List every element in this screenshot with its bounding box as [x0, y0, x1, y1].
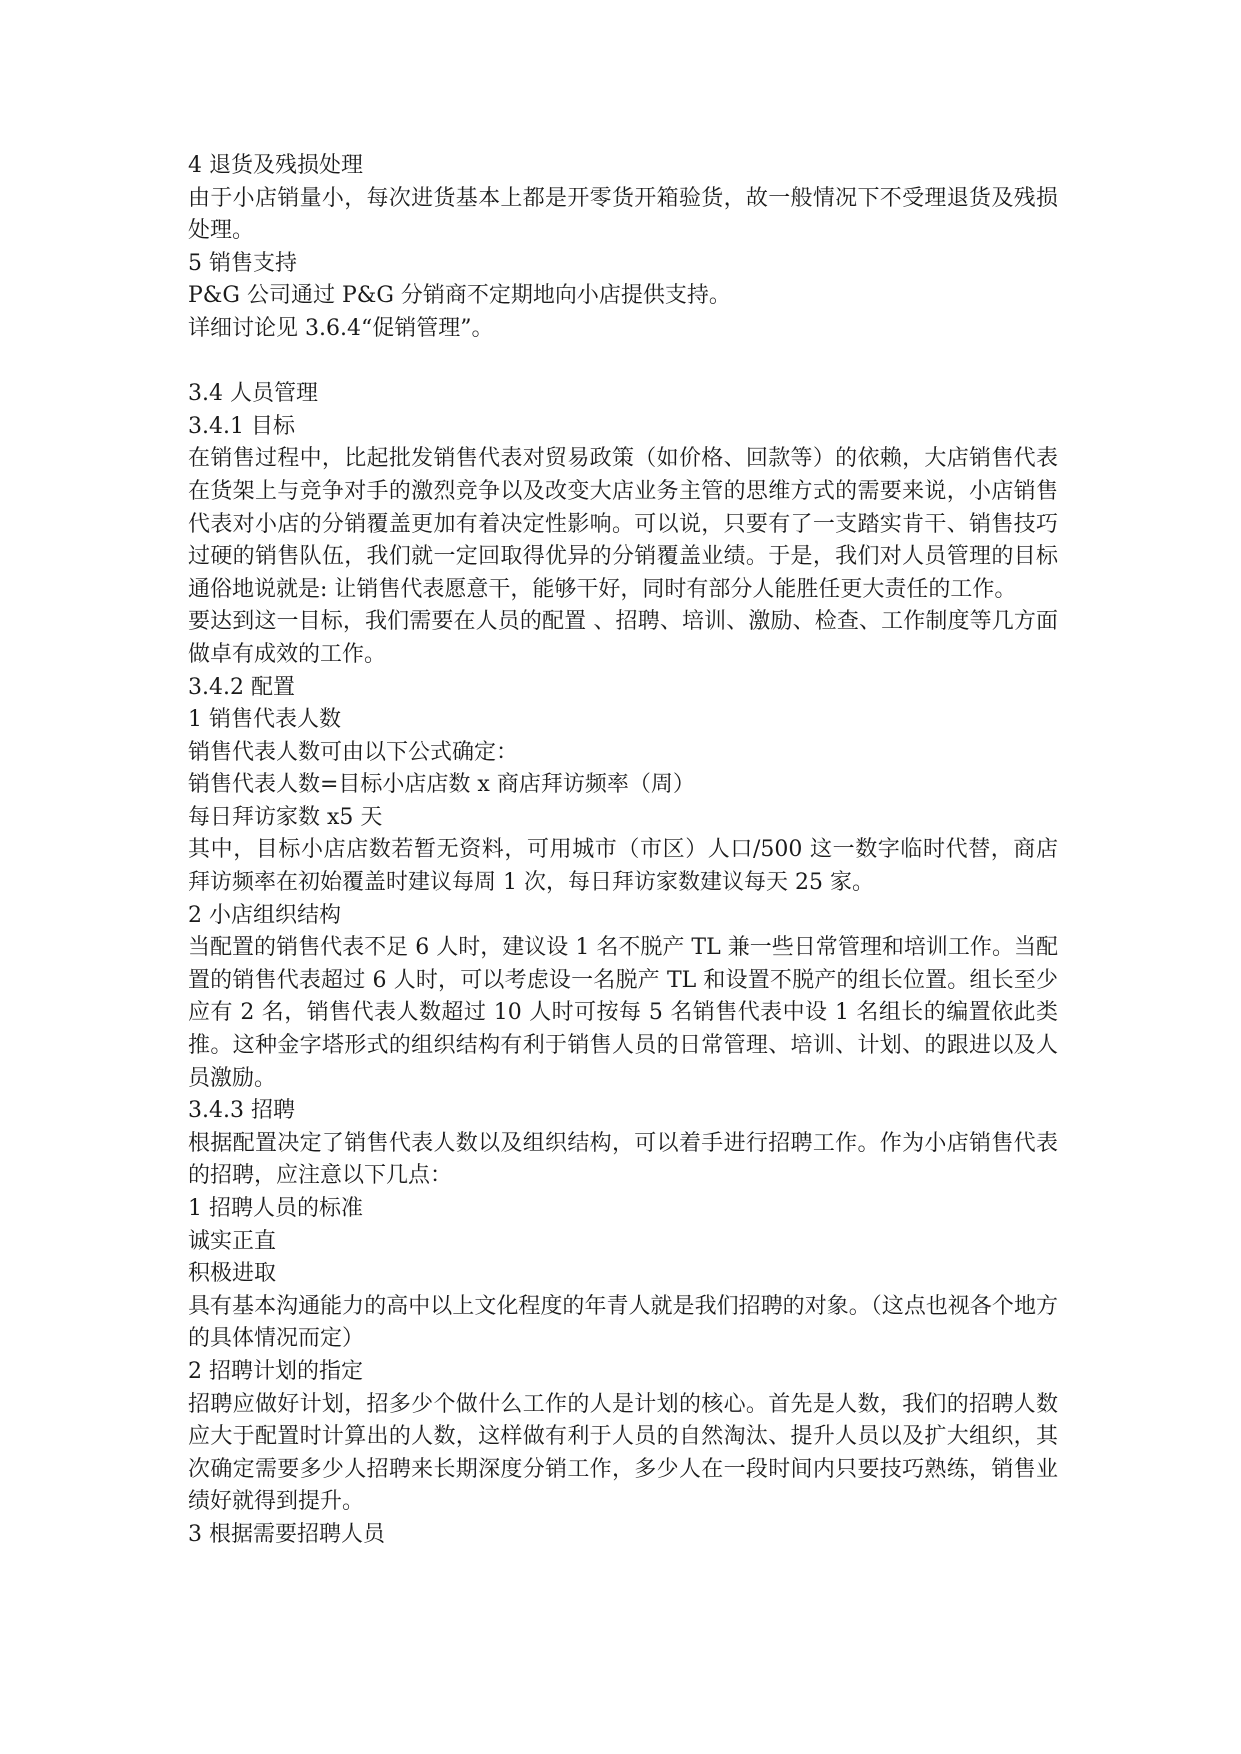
section-heading: 3 根据需要招聘人员 [188, 1521, 385, 1547]
subsection-heading: 3.4.3 招聘 [188, 1098, 295, 1124]
paragraph: 根据配置决定了销售代表人数以及组织结构，可以着手进行招聘工作。作为小店销售代表的招聘，应注意以下几点： [188, 1130, 1058, 1189]
paragraph: 具有基本沟通能力的高中以上文化程度的年青人就是我们招聘的对象。（这点也视各个地方的具体情况而定） [188, 1293, 1058, 1352]
subsection-heading: 3.4.2 配置 [188, 674, 295, 700]
section-heading: 1 销售代表人数 [188, 707, 341, 733]
list-item: 诚实正直 [188, 1228, 277, 1254]
document-page [188, 150, 1058, 1552]
blank-line [188, 346, 1058, 379]
section-heading: 5 销售支持 [188, 250, 297, 276]
formula-line: 销售代表人数=目标小店店数 x 商店拜访频率（周） [188, 772, 695, 798]
subsection-heading: 3.4.1 目标 [188, 413, 295, 439]
formula-line: 每日拜访家数 x5 天 [188, 804, 383, 830]
section-heading: 2 小店组织结构 [188, 902, 341, 928]
section-heading: 1 招聘人员的标准 [188, 1196, 363, 1221]
text-line: 销售代表人数可由以下公式确定： [188, 739, 519, 765]
text-line: P&G 公司通过 P&G 分销商不定期地向小店提供支持。 [188, 283, 731, 309]
text-line: 详细讨论见 3.6.4“促销管理”。 [188, 315, 494, 341]
list-item: 积极进取 [188, 1261, 277, 1287]
section-heading: 2 招聘计划的指定 [188, 1358, 363, 1384]
paragraph: 在销售过程中，比起批发销售代表对贸易政策（如价格、回款等）的依赖，大店销售代表在货架上与竞争对手的激烈竞争以及改变大店业务主管的思维方式的需要来说，小店销售代表对小店的分销覆盖更加有着决定性影响。可以说，只要有了一支踏实肯干、销售技巧过硬的销售队伍，我们就一定回取得优异的分销覆盖业绩。于是，我们对人员管理的目标通俗地说就是: 让销售代表愿意干，能够干好，同时有部分人能胜任更大责任的工作。 [188, 446, 1058, 602]
section-heading: 3.4 人员管理 [188, 381, 318, 407]
paragraph: 要达到这一目标，我们需要在人员的配置 、招聘、培训、激励、检查、工作制度等几方面做卓有成效的工作。 [188, 609, 1058, 667]
paragraph: 当配置的销售代表不足 6 人时，建议设 1 名不脱产 TL 兼一些日常管理和培训工作。当配置的销售代表超过 6 人时，可以考虑设一名脱产 TL 和设置不脱产的组长位置。组长至少应有 2 名，销售代表人数超过 10 人时可按每 5 名销售代表中设 1 名组长的编置依此类推。这种金字塔形式的组织结构有利于销售人员的日常管理、培训、计划、的跟进以及人员激励。 [188, 935, 1058, 1091]
paragraph: 其中，目标小店店数若暂无资料，可用城市（市区）人口/500 这一数字临时代替，商店拜访频率在初始覆盖时建议每周 1 次，每日拜访家数建议每天 25 家。 [188, 837, 1058, 896]
paragraph: 由于小店销量小，每次进货基本上都是开零货开箱验货，故一般情况下不受理退货及残损处理。 [188, 185, 1058, 244]
section-heading: 4 退货及残损处理 [188, 153, 363, 178]
paragraph: 招聘应做好计划，招多少个做什么工作的人是计划的核心。首先是人数，我们的招聘人数应大于配置时计算出的人数，这样做有利于人员的自然淘汰、提升人员以及扩大组织，其次确定需要多少人招聘来长期深度分销工作，多少人在一段时间内只要技巧熟练，销售业绩好就得到提升。 [188, 1391, 1058, 1515]
